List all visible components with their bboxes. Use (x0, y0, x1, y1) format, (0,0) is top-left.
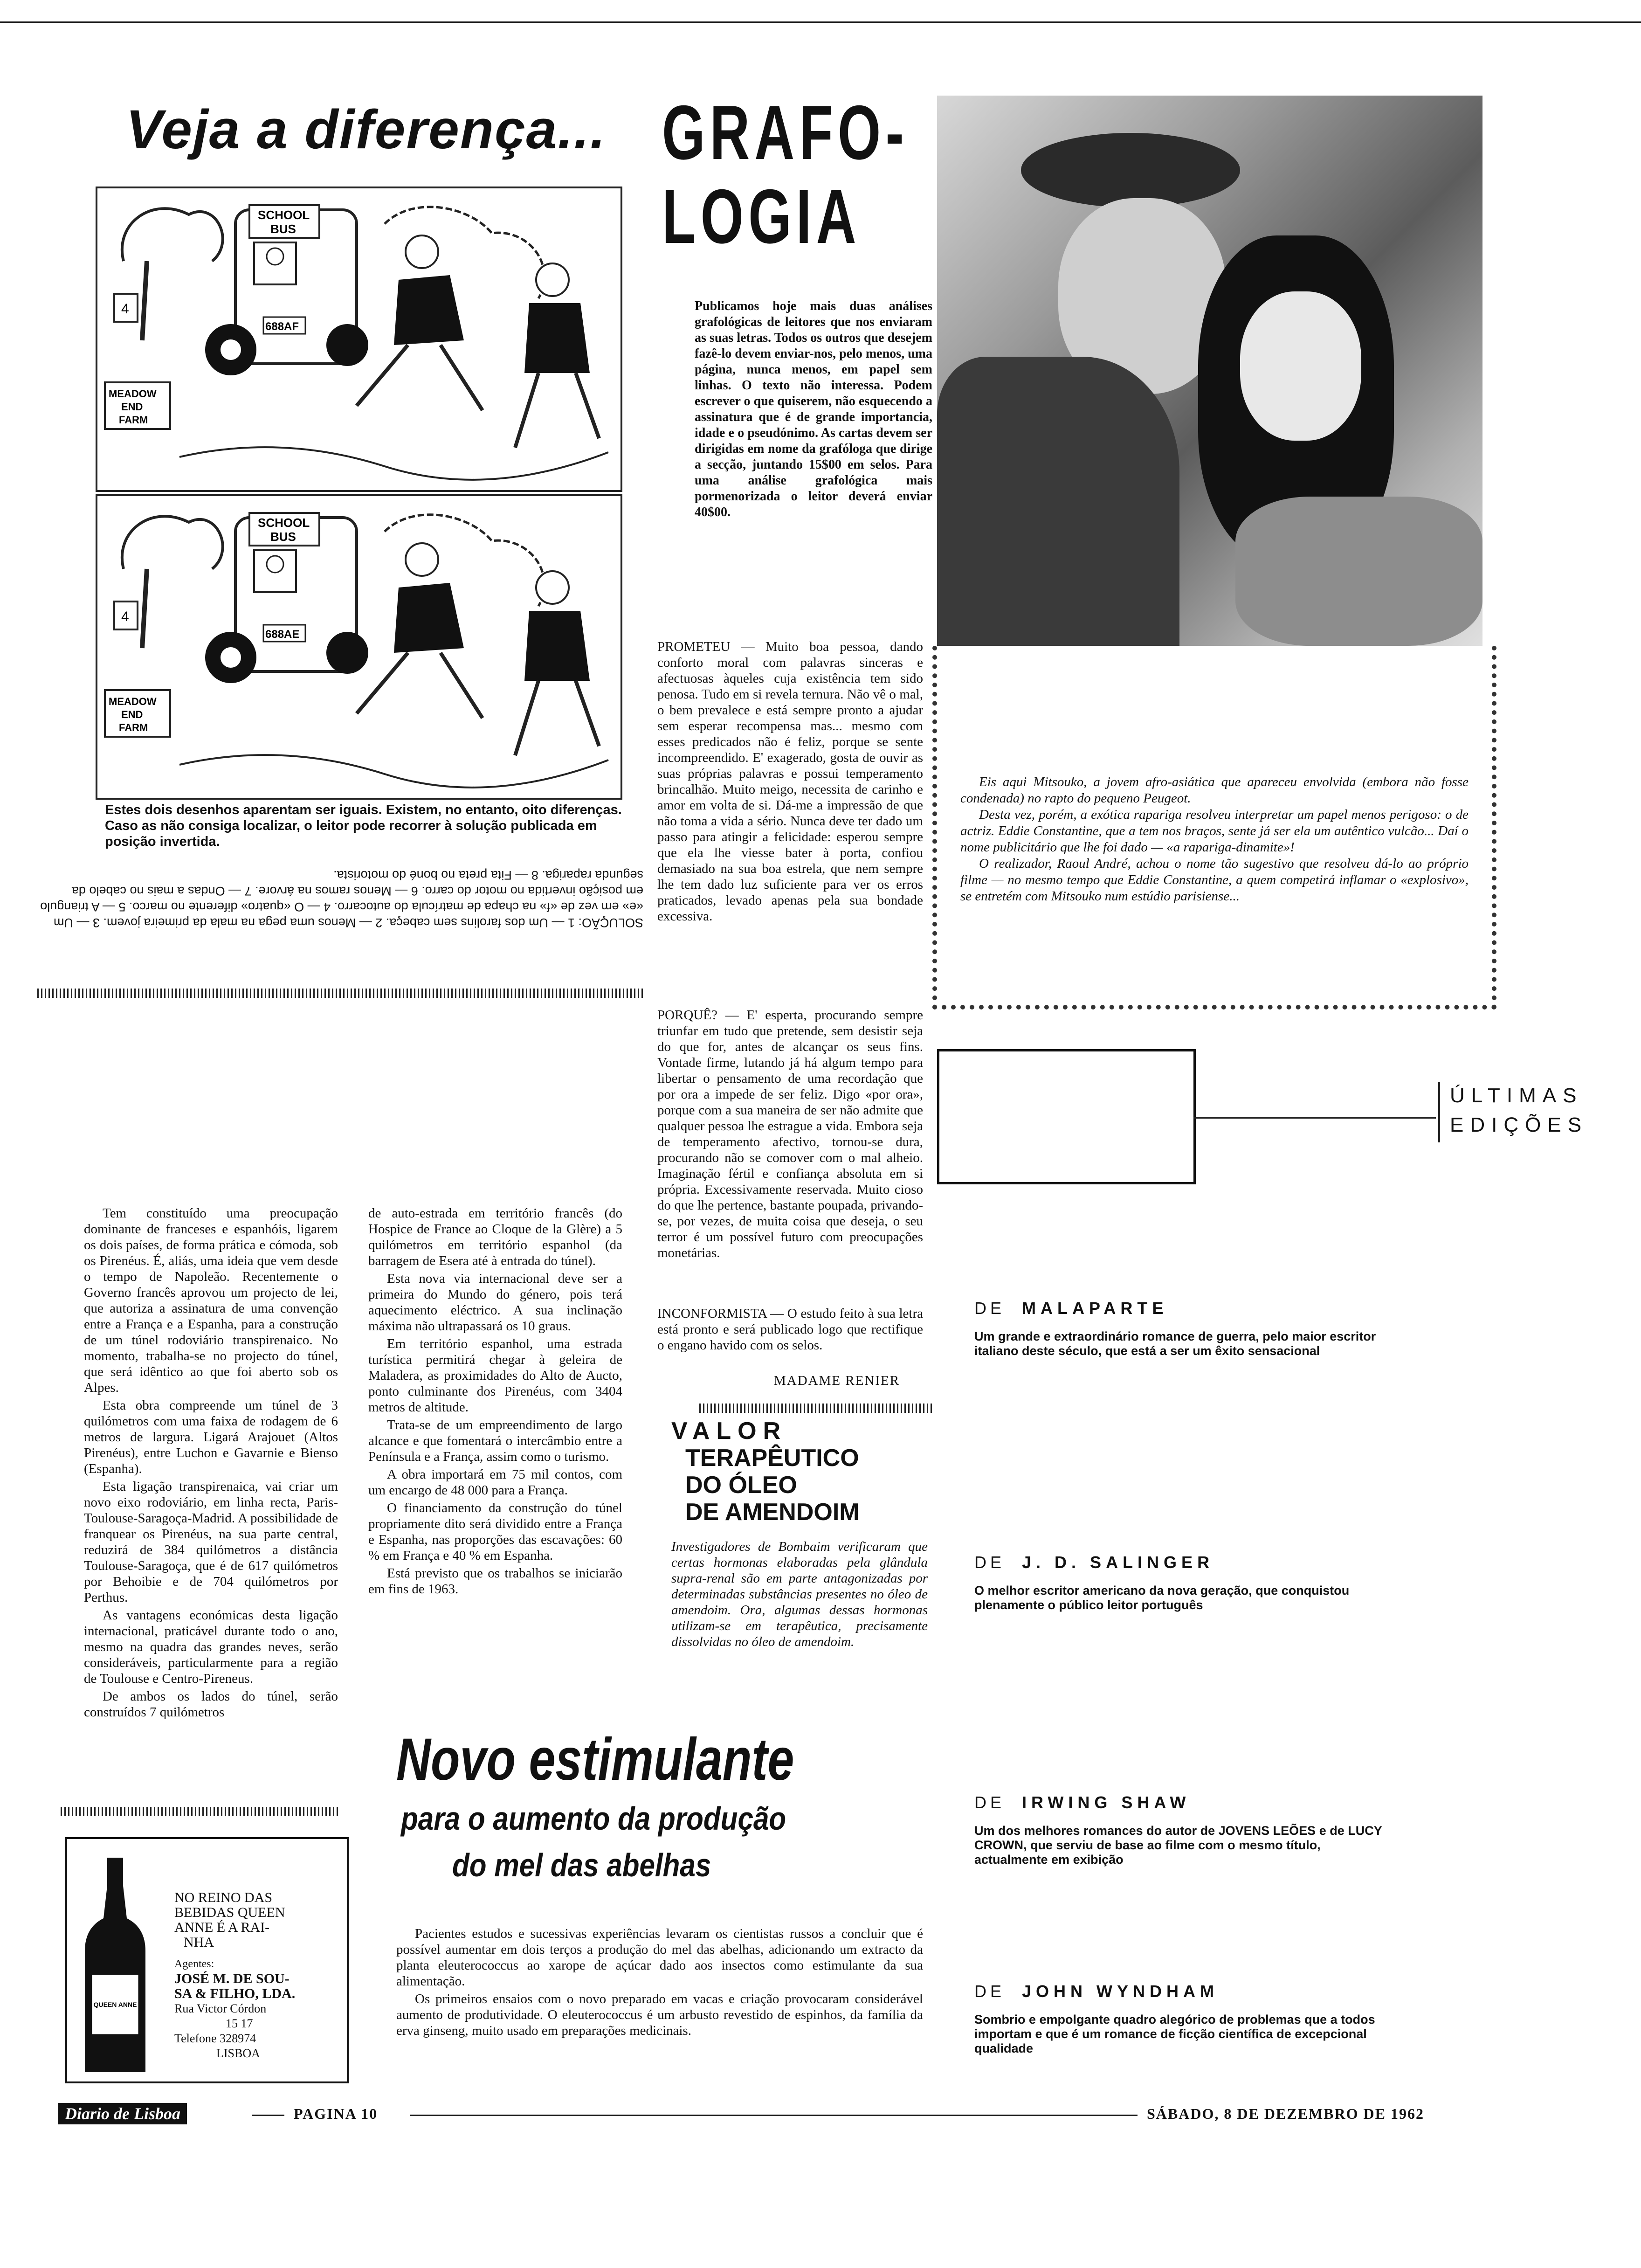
valor-title (671, 1418, 932, 1526)
photo-caption-p1: Eis aqui Mitsouko, a jovem afro-asiática que apareceu envolvida (embora não fosse condenada) no rapto do pequeno Peugeot. (960, 774, 1469, 806)
tunel-col-1 (84, 1205, 338, 1722)
ad-street: Rua Victor Córdon (174, 2002, 267, 2015)
novo-subtitle-2: do mel das abelhas (452, 1847, 711, 1883)
bus-sign: BUS (270, 222, 296, 236)
milestone: 4 (121, 609, 129, 624)
tunel-col-2 (368, 1205, 622, 1599)
ad-line-4: NHA (184, 1935, 214, 1950)
valor-title-1: VALOR (671, 1418, 787, 1445)
book-author: J. D. SALINGER (1022, 1553, 1214, 1572)
ultimas-box (937, 1049, 1196, 1184)
novo-p1: Pacientes estudos e sucessivas experiências levaram os cientistas russos a concluir que é possível aumentar em dois terços a produção do mel das abelhas, adicionando um extracto da planta eleuterococcus ao xarope de açúcar dado aos insectos como estimulante da sua alimentação. (396, 1926, 923, 1989)
grafologia-signature: MADAME RENIER (774, 1373, 900, 1388)
ad-company-1: JOSÉ M. DE SOU- (174, 1971, 290, 1986)
footer-masthead: Diario de Lisboa (58, 2103, 187, 2124)
plate-top: 688AF (265, 320, 299, 333)
book-desc: Um grande e extraordinário romance de guerra, pelo maior escritor italiano deste século, que está a ser um êxito sensacional (974, 1329, 1376, 1358)
plate-bottom: 688AE (265, 628, 300, 641)
book-irwing-shaw (974, 1793, 1394, 1867)
grafologia-title-1: GRAFO- (662, 90, 909, 175)
photo-caption-p3: O realizador, Raoul André, achou o nome tão sugestivo que resolveu dá-lo ao próprio filme — no mesmo tempo que Eddie Constantine, a quem competirá inflamar o «explosivo», se entretém com Mitsouko num estúdio parisiense... (960, 856, 1469, 904)
school-sign: SCHOOL (258, 208, 310, 222)
grafologia-prometeu: PROMETEU — Muito boa pessoa, dando conforto moral com palavras sinceras e afectuosas àqueles cuja existência tem sido penosa. Tudo em si revela ternura. Não vê o mal, o bem prevalece e está sempre pronto a ajudar sem esperar recompensa mas... mesmo com esses predicados não é feliz, porque se sente incompreendido. E' exagerado, gosta de ouvir as suas próprias palavras e possui temperamento brincalhão. Muito meigo, necessita de carinho e amor em volta de si. Dá-me a impressão de que não toma a vida a sério. Nunca deve ter dado um passo para atingir a felicidade: esperou sempre que ela lhe viesse bater à porta, confiou demasiado na sua boa estrela, que nem sempre lhe tem dado luz suficiente para ver os erros praticados, levado apenas pela sua bondade excessiva. (657, 639, 923, 924)
book-prefix: DE (974, 1982, 1006, 2001)
grafologia-inconformista: INCONFORMISTA — O estudo feito à sua letra está pronto e será publicado logo que rectifique o engano havido com os selos. (657, 1306, 923, 1353)
ad-agentes: Agentes: (174, 1958, 214, 1970)
tunel-p: Está previsto que os trabalhos se iniciarão em fins de 1963. (368, 1566, 622, 1597)
ad-line-1: NO REINO DAS (174, 1890, 272, 1905)
road-sign-line-1: MEADOW (109, 388, 157, 400)
novo-title: Novo estimulante (396, 1726, 794, 1793)
tunel-p: As vantagens económicas desta ligação internacional, praticável durante todo o ano, mesmo na quadra das grandes neves, serão consideráveis, particularmente para a região de Toulouse e Centro-Pireneus. (84, 1608, 338, 1686)
ad-line-3: ANNE É A RAI- (174, 1920, 270, 1935)
footer-date: SÁBADO, 8 DE DEZEMBRO DE 1962 (1147, 2105, 1424, 2122)
top-rule (0, 21, 1641, 23)
photo-caption-p2: Desta vez, porém, a exótica rapariga resolveu interpretar um papel menos perigoso: o de actriz. Eddie Constantine, que a tem nos braços, sente já ser ela um autêntico vulcão... Daí o nome publicitário que lhe foi dado — «a rapariga-dinamite»! (960, 807, 1469, 855)
ad-company-2: SA & FILHO, LDA. (174, 1986, 296, 2001)
novo-p2: Os primeiros ensaios com o novo preparado em vacas e criação provocaram considerável aumento de produtividade. O eleuterococcus é um arbusto revestido de espinhos, da família da erva ginseng, muito usado em preparações medicinais. (396, 1991, 923, 2038)
grafologia-title-2: LOGIA (662, 173, 861, 259)
book-wyndham (974, 1982, 1394, 2056)
tunel-p: Esta obra compreende um túnel de 3 quilómetros com uma faixa de rodagem de 6 metros de largura. Ligará Arajouet (Altos Pirenéus), entre Luchon e Gavarnie e Bienso (Espanha). (84, 1398, 338, 1476)
tunel-divider (61, 1807, 340, 1816)
valor-title-2: TERAPÊUTICO (685, 1445, 859, 1472)
valor-title-4: DE AMENDOIM (685, 1499, 860, 1526)
tunel-p: Em território espanhol, uma estrada turística permitirá chegar à geleira de Maladera, as proximidades do Alto de Aucto, ponto culminante dos Pirenéus, com 3404 metros de altitude. (368, 1336, 622, 1415)
bottle-icon (80, 1858, 150, 2077)
footer-page: PAGINA 10 (294, 2105, 378, 2122)
ultimas-bar (1438, 1082, 1440, 1142)
novo-subtitle-1: para o aumento da produção (401, 1800, 786, 1837)
road-sign-line-3: FARM (119, 722, 148, 733)
tunel-p: Esta ligação transpirenaica, vai criar um novo eixo rodoviário, em linha recta, Paris-Toulouse-Saragoça-Madrid. A possibilidade de franquear os Pirenéus, na sua parte central, reduzirá de 384 quilómetros a distância Toulouse-Saragoça, que é de 617 quilómetros por Behoibie e de 704 quilómetros por Perthus. (84, 1479, 338, 1605)
tunel-p: O financiamento da construção do túnel propriamente dito será dividido entre a França e Espanha, nas proporções das escavações: 60 % em França e 40 % em Espanha. (368, 1500, 622, 1563)
book-author: JOHN WYNDHAM (1022, 1982, 1219, 2001)
footer-rule-2 (410, 2115, 1138, 2116)
grafologia-divider (699, 1404, 932, 1413)
ad-number: 15 17 (226, 2017, 253, 2030)
road-sign-line-2: END (121, 709, 143, 720)
book-salinger (974, 1553, 1394, 1612)
veja-caption: Estes dois desenhos aparentam ser iguais. Existem, no entanto, oito diferenças. Caso as não consiga localizar, o leitor pode recorrer à solução publicada em posição invertida. (105, 802, 622, 849)
book-author: IRWING SHAW (1022, 1793, 1191, 1812)
book-desc: O melhor escritor americano da nova geração, que conquistou plenamente o público leitor português (974, 1583, 1350, 1612)
milestone: 4 (121, 301, 129, 317)
valor-body: Investigadores de Bombaim verificaram que certas hormonas elaboradas pela glândula supra-renal são em parte antagonizadas por determinadas substâncias presentes no óleo de amendoim. Ora, algumas dessas hormonas utilizam-se em terapêutica, precisamente dissolvidas no óleo de amendoim. (671, 1539, 928, 1649)
ultimas-title-2: EDIÇÕES (1450, 1113, 1588, 1136)
tunel-p: Tem constituído uma preocupação dominante de franceses e espanhóis, ligarem os dois países, de forma prática e cómoda, sob os Pirenéus. É, aliás, uma ideia que vem desde o tempo de Napoleão. Recentemente o Governo francês aprovou um projecto de lei, que autoriza a assinatura de uma convenção entre a França e a Espanha, para a construção de um túnel rodoviário transpirenaico. No momento, trabalha-se no projecto do túnel, que será idêntico ao que foi aberto sob os Alpes. (84, 1206, 338, 1395)
ad-city: LISBOA (216, 2047, 260, 2060)
photo-caption (960, 774, 1469, 905)
book-prefix: DE (974, 1793, 1006, 1812)
school-sign: SCHOOL (258, 516, 310, 530)
book-prefix: DE (974, 1299, 1006, 1318)
book-desc: Um dos melhores romances do autor de JOVENS LEÕES e de LUCY CROWN, que serviu de base ao filme com o mesmo título, actualmente em exibição (974, 1824, 1382, 1867)
ad-line-2: BEBIDAS QUEEN (174, 1905, 285, 1920)
book-prefix: DE (974, 1553, 1006, 1572)
veja-title: Veja a diferença... (126, 99, 607, 160)
book-desc: Sombrio e empolgante quadro alegórico de problemas que a todos importam e que é um romance de ficção científica de excepcional qualidade (974, 2012, 1375, 2055)
tunel-p: Esta nova via internacional deve ser a primeira do Mundo do género, pois terá aquecimento eléctrico. A sua inclinação máxima não ultrapassará os 10 graus. (368, 1271, 622, 1334)
cartoon-bottom (96, 494, 622, 800)
bus-sign: BUS (270, 530, 296, 544)
valor-title-3: DO ÓLEO (685, 1472, 797, 1499)
road-sign-line-3: FARM (119, 414, 148, 426)
grafologia-porque: PORQUÊ? — E' esperta, procurando sempre triunfar em tudo que pretende, sem desistir seja do que for, antes de alcançar os seus fins. Vontade firme, lutando já há algum tempo para libertar o pensamento de uma recordação que por ora a impede de ser feliz. Digo «por ora», porque com a sua maneira de ser não admite que qualquer pessoa lhe estrague a vida. Embora seja de temperamento afectivo, tornou-se dura, procurando não se comover com o mal alheio. Imaginação fértil e confiança absoluta em si própria. Excessivamente reservada. Muito cioso do que lhe pertence, bastante poupada, privando-se, por vezes, de muita coisa que deseja, o seu terror é um possível futuro com preocupações monetárias. (657, 1008, 923, 1260)
road-sign-line-2: END (121, 401, 143, 413)
book-author: MALAPARTE (1022, 1299, 1168, 1318)
tunel-p: A obra importará em 75 mil contos, com um encargo de 48 000 para a França. (368, 1467, 622, 1498)
tunel-p: de auto-estrada em território francês (do Hospice de France ao Cloque de la Glère) a 5 quilómetros em território espanhol (da barragem de Esera até à entrada do túnel). (368, 1206, 622, 1268)
grafologia-intro: Publicamos hoje mais duas análises grafológicas de leitores que nos enviaram as suas letras. Todos os outros que desejem fazê-lo devem enviar-nos, pelo menos, uma página, nunca menos, em papel sem linhas. O texto não interessa. Podem escrever o que quiserem, não esquecendo a assinatura que é de grande importancia, idade e o pseudónimo. As cartas devem ser dirigidas em nome da grafóloga que dirige a secção, juntando 15$00 em selos. Para uma análise grafológica mais pormenorizada o leitor deverá enviar 40$00. (695, 299, 932, 519)
tunel-p: Trata-se de um empreendimento de largo alcance e que fomentará o intercâmbio entre a Península e a França, assim como o turismo. (368, 1418, 622, 1464)
queen-anne-ad (65, 1837, 349, 2083)
book-malaparte (974, 1299, 1394, 1358)
ultimas-title-1: ÚLTIMAS (1450, 1084, 1583, 1107)
ultimas-line (1193, 1117, 1436, 1119)
novo-body (396, 1926, 923, 2040)
veja-solution: SOLUÇÃO: 1 — Um dos farolins sem cabeça. 2 — Menos uma pega na mala da primeira jovem. 3 — Um «e» em vez de «f» na chapa de matrícula do autocarro. 4 — O «quatro» diferente no marco. 5 — A triangulo em posição invertida no motor do carro. 6 — Menos ramos na árvore. 7 — Ondas a mais no cabelo da segunda rapariga. 8 — Fita preta no boné do motorista. (40, 868, 643, 930)
ad-phone: Telefone 328974 (174, 2032, 256, 2045)
cartoon-top (96, 187, 622, 492)
road-sign-line-1: MEADOW (109, 696, 157, 707)
bottle-label: QUEEN ANNE (93, 2001, 137, 2008)
veja-divider (37, 989, 643, 998)
footer-rule-1 (252, 2115, 284, 2116)
tunel-p: De ambos os lados do túnel, serão construídos 7 quilómetros (84, 1689, 338, 1720)
photo-kiss (937, 96, 1482, 646)
